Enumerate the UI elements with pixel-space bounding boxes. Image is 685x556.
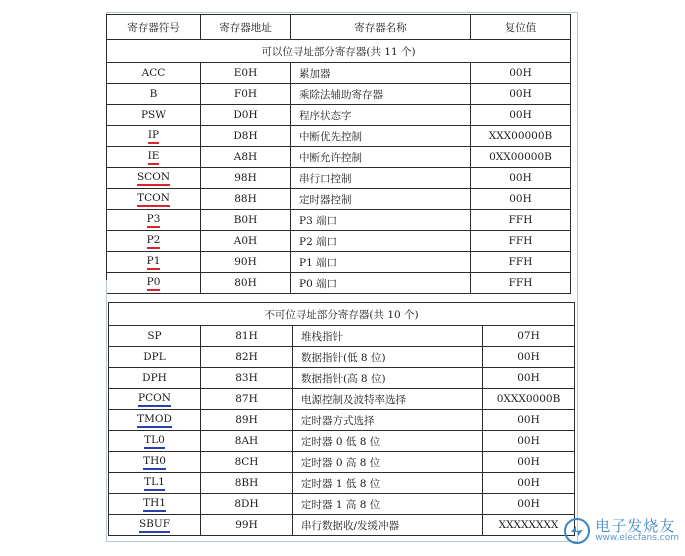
register-symbol-cell xyxy=(109,410,201,431)
page-edge xyxy=(106,280,578,302)
register-address: 98H xyxy=(201,168,291,189)
register-symbol: PCON xyxy=(138,392,171,407)
register-symbol-cell xyxy=(109,347,201,368)
register-symbol-cell xyxy=(107,168,201,189)
register-reset-value: 07H xyxy=(483,326,575,347)
register-name: 定时器 1 高 8 位 xyxy=(293,494,483,515)
register-name: 程序状态字 xyxy=(291,105,471,126)
register-address: E0H xyxy=(201,63,291,84)
watermark xyxy=(563,514,679,548)
register-address: B0H xyxy=(201,210,291,231)
register-symbol: IP xyxy=(148,129,159,144)
register-symbol: TH1 xyxy=(143,497,166,512)
register-symbol: TL0 xyxy=(144,434,165,449)
register-address: 83H xyxy=(201,368,293,389)
register-table-bit-addressable xyxy=(106,14,571,294)
register-name: 定时器 0 低 8 位 xyxy=(293,431,483,452)
register-table-non-bit-addressable xyxy=(108,302,575,536)
register-symbol: TMOD xyxy=(137,413,172,428)
register-reset-value: XXX00000B xyxy=(471,126,571,147)
register-name: 定时器控制 xyxy=(291,189,471,210)
register-address: A0H xyxy=(201,231,291,252)
header-reset: 复位值 xyxy=(471,15,571,40)
register-symbol-cell xyxy=(109,494,201,515)
register-address: 8CH xyxy=(201,452,293,473)
header-address: 寄存器地址 xyxy=(201,15,291,40)
table-row xyxy=(107,252,571,273)
table-row xyxy=(107,126,571,147)
table-row xyxy=(109,410,575,431)
register-symbol: IE xyxy=(148,150,160,165)
table-row xyxy=(109,431,575,452)
table-row xyxy=(107,189,571,210)
table-row xyxy=(109,452,575,473)
table-row xyxy=(109,389,575,410)
register-reset-value: 00H xyxy=(483,347,575,368)
register-reset-value: 00H xyxy=(483,431,575,452)
register-address: 8AH xyxy=(201,431,293,452)
section-title-row xyxy=(107,40,571,63)
register-name: P2 端口 xyxy=(291,231,471,252)
register-symbol: SBUF xyxy=(139,518,170,533)
table-row xyxy=(107,168,571,189)
register-symbol: PSW xyxy=(140,109,167,121)
section-title-row xyxy=(109,303,575,326)
register-address: F0H xyxy=(201,84,291,105)
register-symbol-cell xyxy=(107,210,201,231)
register-address: D0H xyxy=(201,105,291,126)
register-address: D8H xyxy=(201,126,291,147)
register-reset-value: 0XXX0000B xyxy=(483,389,575,410)
register-symbol: B xyxy=(149,88,158,100)
register-symbol-cell xyxy=(109,326,201,347)
register-name: 累加器 xyxy=(291,63,471,84)
register-reset-value: 00H xyxy=(483,410,575,431)
register-symbol-cell xyxy=(107,147,201,168)
register-reset-value: 0XX00000B xyxy=(471,147,571,168)
register-symbol-cell xyxy=(109,473,201,494)
register-symbol: TL1 xyxy=(144,476,165,491)
register-symbol-cell xyxy=(109,368,201,389)
register-name: 串行口控制 xyxy=(291,168,471,189)
register-symbol: P0 xyxy=(147,276,161,291)
elecfans-logo-icon xyxy=(563,517,591,545)
register-name: 串行数据收/发缓冲器 xyxy=(293,515,483,536)
register-address: 8BH xyxy=(201,473,293,494)
register-name: 乘除法辅助寄存器 xyxy=(291,84,471,105)
table-row xyxy=(107,210,571,231)
table-row xyxy=(109,368,575,389)
register-symbol: TH0 xyxy=(143,455,166,470)
table-row xyxy=(109,326,575,347)
register-symbol: P2 xyxy=(147,234,161,249)
watermark-url: www.elecfans.com xyxy=(595,533,679,544)
register-reset-value: XXXXXXXX xyxy=(483,515,575,536)
register-name: P0 端口 xyxy=(291,273,471,294)
register-symbol: P1 xyxy=(147,255,161,270)
register-address: 81H xyxy=(201,326,293,347)
register-symbol-cell xyxy=(107,231,201,252)
table-row xyxy=(109,515,575,536)
table-row xyxy=(107,231,571,252)
register-name: 定时器 0 高 8 位 xyxy=(293,452,483,473)
watermark-title: 电子发烧友 xyxy=(595,516,676,535)
table-row xyxy=(109,494,575,515)
header-symbol: 寄存器符号 xyxy=(107,15,201,40)
register-symbol-cell xyxy=(109,452,201,473)
register-reset-value: 00H xyxy=(471,63,571,84)
table-row xyxy=(107,84,571,105)
register-symbol-cell xyxy=(107,105,201,126)
table-row xyxy=(107,105,571,126)
register-symbol-cell xyxy=(107,84,201,105)
register-reset-value: FFH xyxy=(471,252,571,273)
register-symbol: TCON xyxy=(137,192,170,207)
register-reset-value: 00H xyxy=(471,168,571,189)
register-symbol: P3 xyxy=(147,213,161,228)
section1-title: 可以位寻址部分寄存器(共 11 个) xyxy=(107,40,571,63)
register-address: 88H xyxy=(201,189,291,210)
register-reset-value: 00H xyxy=(483,368,575,389)
register-reset-value: 00H xyxy=(483,473,575,494)
register-address: 89H xyxy=(201,410,293,431)
register-symbol-cell xyxy=(109,389,201,410)
register-symbol: DPL xyxy=(143,351,166,363)
register-symbol-cell xyxy=(109,431,201,452)
register-symbol: SP xyxy=(147,330,162,342)
register-name: 堆栈指针 xyxy=(293,326,483,347)
register-address: 99H xyxy=(201,515,293,536)
register-reset-value: 00H xyxy=(483,452,575,473)
register-name: 数据指针(低 8 位) xyxy=(293,347,483,368)
register-address: 82H xyxy=(201,347,293,368)
register-symbol-cell xyxy=(107,252,201,273)
table-row xyxy=(109,347,575,368)
table-row xyxy=(107,63,571,84)
register-symbol: DPH xyxy=(142,372,167,384)
register-reset-value: FFH xyxy=(471,231,571,252)
register-reset-value: 00H xyxy=(483,494,575,515)
register-reset-value: 00H xyxy=(471,105,571,126)
register-address: 80H xyxy=(201,273,291,294)
register-address: 87H xyxy=(201,389,293,410)
register-reset-value: FFH xyxy=(471,273,571,294)
register-name: 电源控制及波特率选择 xyxy=(293,389,483,410)
table-row xyxy=(109,473,575,494)
register-name: 中断优先控制 xyxy=(291,126,471,147)
table-row xyxy=(107,147,571,168)
register-symbol-cell xyxy=(107,189,201,210)
register-reset-value: FFH xyxy=(471,210,571,231)
register-name: 定时器 1 低 8 位 xyxy=(293,473,483,494)
register-name: P1 端口 xyxy=(291,252,471,273)
register-symbol-cell xyxy=(107,63,201,84)
register-symbol-cell xyxy=(109,515,201,536)
register-address: 8DH xyxy=(201,494,293,515)
register-name: P3 端口 xyxy=(291,210,471,231)
register-name: 数据指针(高 8 位) xyxy=(293,368,483,389)
register-symbol-cell xyxy=(107,126,201,147)
table-header-row xyxy=(107,15,571,40)
register-address: 90H xyxy=(201,252,291,273)
register-reset-value: 00H xyxy=(471,189,571,210)
header-name: 寄存器名称 xyxy=(291,15,471,40)
register-name: 定时器方式选择 xyxy=(293,410,483,431)
register-symbol: ACC xyxy=(141,67,166,79)
register-symbol: SCON xyxy=(137,171,170,186)
register-reset-value: 00H xyxy=(471,84,571,105)
register-address: A8H xyxy=(201,147,291,168)
register-name: 中断允许控制 xyxy=(291,147,471,168)
section2-title: 不可位寻址部分寄存器(共 10 个) xyxy=(109,303,575,326)
